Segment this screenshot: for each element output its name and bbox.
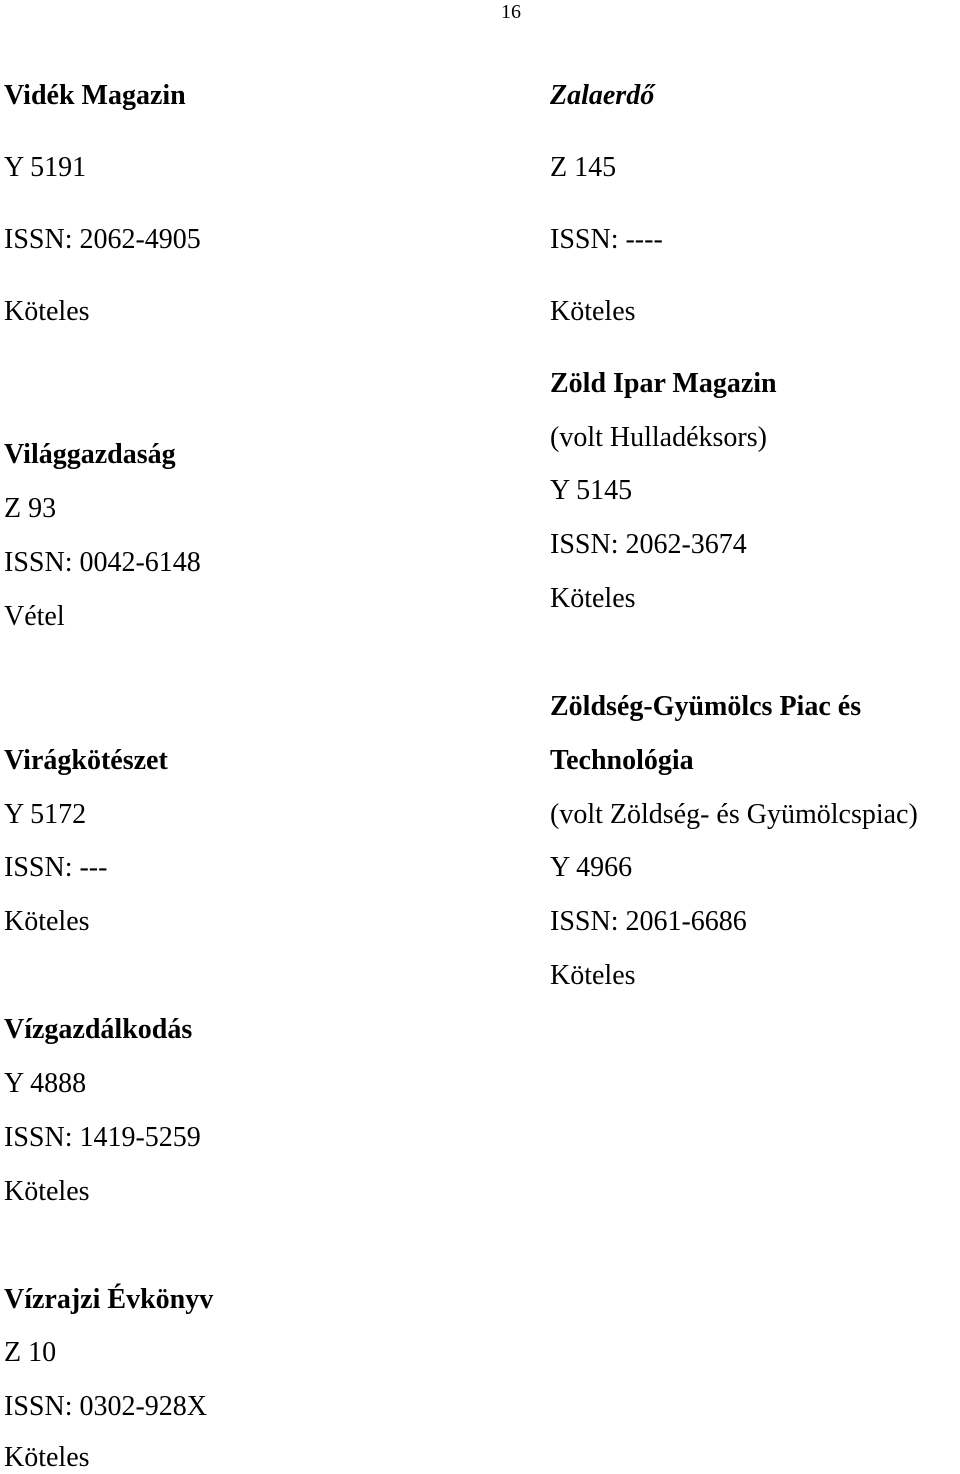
entry-title: Vízrajzi Évkönyv (4, 1284, 214, 1315)
entry-status: Köteles (4, 1176, 90, 1207)
entry-code: Y 5191 (4, 152, 87, 183)
entry-title: Zalaerdő (550, 80, 655, 111)
entry-code: Z 93 (4, 493, 57, 524)
entry-issn: ISSN: 0042-6148 (4, 547, 201, 578)
entry-title: Zöld Ipar Magazin (550, 368, 777, 399)
entry-former-title: (volt Zöldség- és Gyümölcspiac) (550, 799, 918, 830)
entry-title: Vízgazdálkodás (4, 1014, 193, 1045)
entry-status: Köteles (4, 296, 90, 327)
entry-status: Köteles (550, 583, 636, 614)
entry-status: Köteles (550, 960, 636, 991)
entry-title: Vidék Magazin (4, 80, 186, 111)
entry-issn: ISSN: 2062-4905 (4, 224, 201, 255)
entry-issn: ISSN: 2062-3674 (550, 529, 747, 560)
entry-issn: ISSN: 1419-5259 (4, 1122, 201, 1153)
entry-status: Köteles (4, 906, 90, 937)
entry-title: Világgazdaság (4, 439, 176, 470)
entry-code: Y 5172 (4, 799, 87, 830)
page-number: 16 (501, 1, 521, 23)
entry-issn: ISSN: 2061-6686 (550, 906, 747, 937)
entry-status: Vétel (4, 601, 65, 632)
entry-status: Köteles (550, 296, 636, 327)
entry-code: Y 4888 (4, 1068, 87, 1099)
entry-issn: ISSN: 0302-928X (4, 1391, 208, 1422)
entry-issn: ISSN: --- (4, 852, 108, 883)
entry-issn: ISSN: ---- (550, 224, 663, 255)
entry-former-title: (volt Hulladéksors) (550, 422, 767, 453)
entry-code: Z 10 (4, 1337, 57, 1368)
entry-code: Y 4966 (550, 852, 633, 883)
entry-title-line-2: Technológia (550, 745, 694, 776)
entry-title: Virágkötészet (4, 745, 168, 776)
entry-code: Z 145 (550, 152, 617, 183)
entry-status: Köteles (4, 1442, 90, 1473)
entry-title-line-1: Zöldség-Gyümölcs Piac és (550, 691, 862, 722)
entry-code: Y 5145 (550, 475, 633, 506)
